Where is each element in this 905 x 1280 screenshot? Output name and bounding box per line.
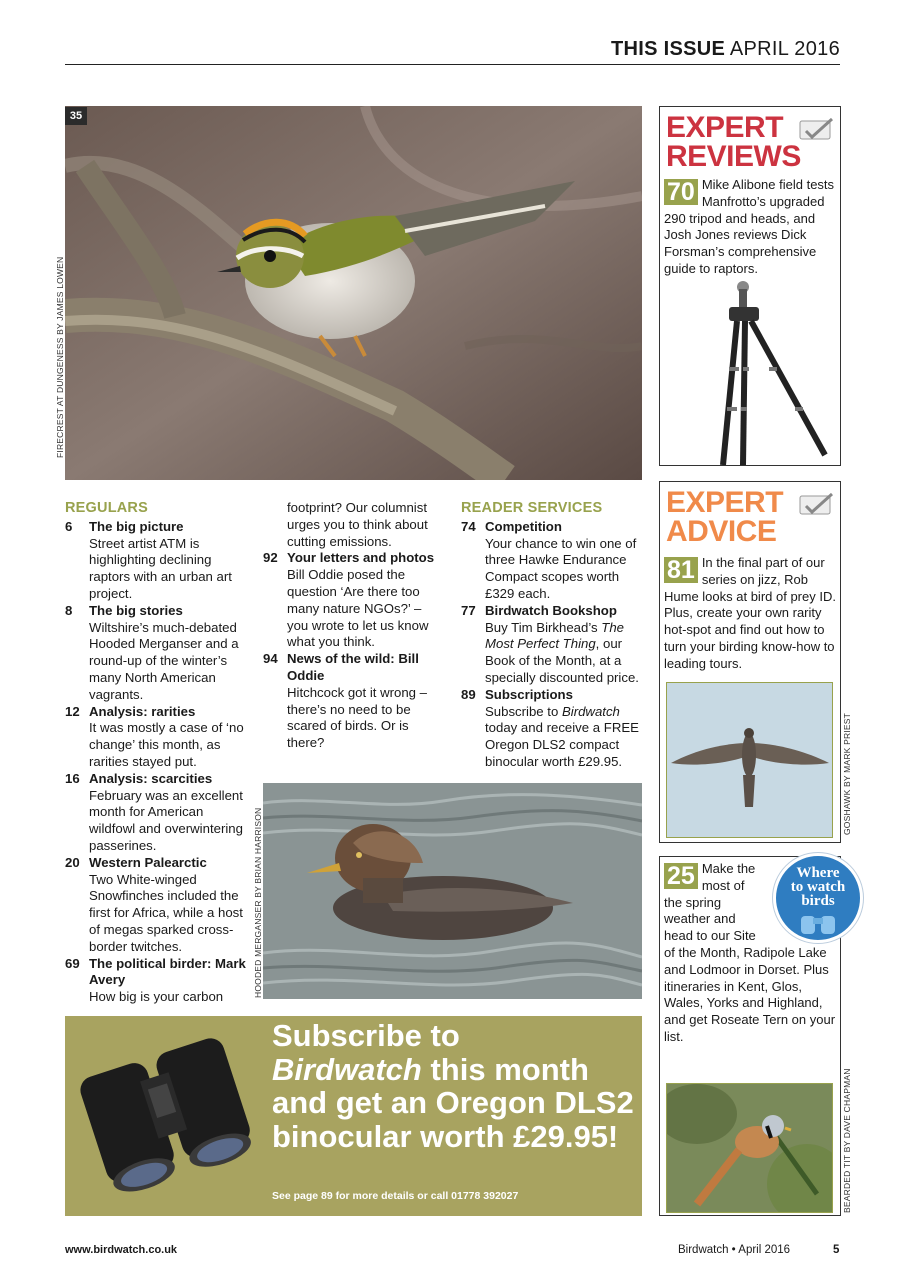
toc-num: 89 (461, 686, 476, 702)
toc-desc: Buy Tim Birkhead’s The Most Perfect Thing, our Book of the Month, at a specially discounted price. (485, 619, 639, 685)
banner-subtext: See page 89 for more details or call 01778 392027 (272, 1190, 519, 1202)
toc-desc: Two White-winged Snowfinches included the first for Africa, while a host of megas sparked cross-border twitches. (89, 871, 243, 954)
firecrest-credit: FIRECREST AT DUNGENESS BY JAMES LOWEN (55, 256, 65, 458)
toc-num: 94 (263, 651, 278, 667)
toc-continued: footprint? Our columnist urges you to think about cutting emissions. (287, 500, 428, 549)
toc-num: 6 (65, 518, 73, 534)
toc-item-94[interactable] (263, 651, 443, 752)
toc-num: 16 (65, 770, 80, 786)
toc-desc: How big is your carbon (89, 989, 224, 1005)
toc-item-69[interactable] (65, 956, 250, 1006)
checkmark-icon (798, 117, 836, 143)
goshawk-credit: GOSHAWK BY MARK PRIEST (842, 712, 852, 835)
where-to-watch-text: 25 Make the most of the spring weather and head to our Site of the Month, Radipole Lake and Lodmoor in Dorset. Plus itineraries in Kent, Glos, Wales, Yorks and Highland, and get Roseate Tern on your list. (664, 861, 836, 1044)
merganser-photo (263, 783, 642, 999)
issue-header (0, 38, 840, 61)
toc-title: The big stories (89, 602, 183, 618)
reader-services-column (461, 500, 646, 771)
toc-item-77[interactable] (461, 603, 646, 687)
toc-title: Subscriptions (485, 686, 573, 702)
checkmark-icon (798, 492, 836, 518)
toc-desc: Hitchcock got it wrong – there’s no need to be scared of birds. Or is there? (287, 684, 427, 751)
expert-advice-panel[interactable] (659, 481, 841, 843)
toc-num: 8 (65, 602, 73, 618)
toc-title: Birdwatch Bookshop (485, 602, 617, 618)
reader-services-heading: READER SERVICES (461, 500, 603, 516)
toc-title: The political birder: Mark Avery (89, 955, 246, 988)
toc-desc: Bill Oddie posed the question ‘Are there too many nature NGOs?’ – you wrote to let us know what you think. (287, 567, 429, 650)
toc-num: 77 (461, 602, 476, 618)
toc-title: Analysis: scarcities (89, 770, 213, 786)
where-to-watch-page: 25 (664, 863, 698, 889)
tripod-image (715, 279, 835, 465)
toc-desc: Street artist ATM is highlighting declining raptors with an urban art project. (89, 535, 232, 601)
merganser-credit: HOODED MERGANSER BY BRIAN HARRISON (253, 807, 263, 998)
toc-item-6[interactable] (65, 519, 250, 603)
expert-reviews-panel[interactable] (659, 106, 841, 466)
header-rule (65, 64, 840, 65)
toc-desc: Subscribe to Birdwatch today and receive a FREE Oregon DLS2 compact binocular worth £29.95. (485, 703, 639, 769)
toc-item-8[interactable] (65, 603, 250, 704)
toc-num: 74 (461, 518, 476, 534)
toc-item-16[interactable] (65, 771, 250, 855)
expert-reviews-text: 70 Mike Alibone field tests Manfrotto’s upgraded 290 tripod and heads, and Josh Jones reviews Dick Forsman’s comprehensive guide to raptors. (664, 177, 835, 276)
goshawk-photo (666, 682, 833, 838)
expert-advice-logo: EXPERT ADVICE (666, 488, 836, 550)
page-number: 5 (833, 1244, 840, 1256)
toc-desc: February was an excellent month for American wildfowl and overwintering passerines. (89, 787, 243, 853)
toc-num: 92 (263, 550, 278, 566)
toc-title: Western Palearctic (89, 854, 207, 870)
toc-title: Analysis: rarities (89, 703, 196, 719)
toc-desc: It was mostly a case of ‘no change’ this month, as rarities stayed put. (89, 720, 244, 769)
expert-reviews-logo: EXPERT REVIEWS (666, 113, 836, 175)
page-badge: 35 (65, 107, 87, 125)
toc-title: The big picture (89, 518, 184, 534)
toc-item-92[interactable] (263, 550, 443, 651)
toc-title: News of the wild: Bill Oddie (287, 651, 419, 683)
toc-num: 69 (65, 955, 80, 971)
toc-item-12[interactable] (65, 704, 250, 771)
binoculars-icon (798, 910, 838, 936)
toc-title: Competition (485, 518, 562, 534)
toc-title: Your letters and photos (287, 550, 435, 566)
expert-advice-text: 81 In the final part of our series on jizz, Rob Hume looks at bird of prey ID. Plus, create your own rarity hot-spot and find out how to turn your birding know-how to leading tours. (664, 555, 836, 671)
toc-item-74[interactable] (461, 519, 646, 603)
header-bold: THIS ISSUE (610, 38, 726, 60)
banner-title: Subscribe to Birdwatch this month and get an Oregon DLS2 binocular worth £29.95! (272, 1018, 634, 1154)
where-to-watch-badge: Where to watch birds (773, 853, 863, 943)
toc-num: 20 (65, 854, 80, 870)
bearded-tit-credit: BEARDED TIT BY DAVE CHAPMAN (842, 1068, 852, 1213)
toc-desc: Wiltshire’s much-debated Hooded Merganser and a round-up of the winter’s many North American vagrants. (89, 619, 239, 702)
header-date: APRIL 2016 (729, 38, 840, 60)
toc-item-89[interactable] (461, 687, 646, 771)
expert-advice-page: 81 (664, 557, 698, 583)
expert-reviews-page: 70 (664, 179, 698, 205)
regulars-heading: REGULARS (65, 500, 148, 516)
binocular-image (65, 1016, 270, 1216)
bearded-tit-photo (666, 1083, 833, 1213)
footer-url[interactable]: www.birdwatch.co.uk (65, 1244, 178, 1256)
firecrest-photo (65, 106, 642, 480)
footer-magazine: Birdwatch • April 2016 (678, 1244, 791, 1256)
regulars-column (65, 500, 250, 1006)
toc-desc: Your chance to win one of three Hawke Endurance Compact scopes worth £329 each. (485, 535, 637, 601)
toc-item-20[interactable] (65, 855, 250, 956)
regulars-column-2 (263, 500, 443, 752)
toc-num: 12 (65, 703, 80, 719)
